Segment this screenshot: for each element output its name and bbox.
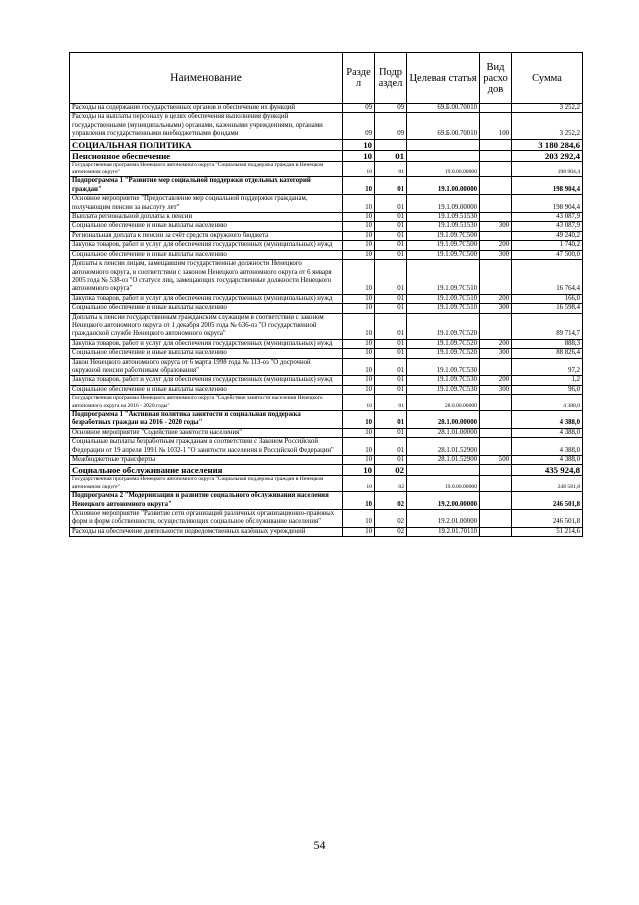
- table-row: [70, 349, 583, 358]
- row-amount-cell: 51 214,6: [512, 527, 583, 536]
- table-row: [70, 113, 583, 139]
- row-subsection-cell: 01: [375, 438, 407, 456]
- table-row: [70, 260, 583, 295]
- table-row: [70, 213, 583, 222]
- row-subsection-cell: 01: [375, 456, 407, 465]
- row-section-cell: 10: [343, 492, 375, 510]
- row-amount-cell: 1,2: [512, 376, 583, 385]
- row-target-article-cell: 19.1.09.7С520: [407, 313, 480, 339]
- row-target-article-cell: 19.1.09.7С530: [407, 376, 480, 385]
- row-target-article-cell: 19.1.09.7С510: [407, 260, 480, 295]
- table-row: [70, 465, 583, 476]
- table-row: [70, 476, 583, 492]
- row-target-article-cell: 19.1.09.7С510: [407, 304, 480, 313]
- row-expense-type-cell: [480, 476, 512, 492]
- row-amount-cell: 198 904,4: [512, 161, 583, 177]
- row-subsection-cell: 01: [375, 411, 407, 429]
- row-section-cell: 10: [343, 510, 375, 528]
- table-header-row: [70, 53, 583, 104]
- table-row: [70, 250, 583, 259]
- row-target-article-cell: 19.1.09.7С520: [407, 349, 480, 358]
- row-section-cell: 10: [343, 150, 375, 161]
- row-amount-cell: 246 501,8: [512, 492, 583, 510]
- row-expense-type-cell: [480, 510, 512, 528]
- row-subsection-cell: 02: [375, 492, 407, 510]
- row-target-article-cell: 19.2.01.70110: [407, 527, 480, 536]
- row-subsection-cell: 01: [375, 260, 407, 295]
- table-row: [70, 358, 583, 376]
- row-name-cell: Закон Ненецкого автономного округа от 6 марта 1998 года № 113-оз "О досрочной окружной пенсии работникам образования": [70, 358, 343, 376]
- table-row: [70, 104, 583, 113]
- row-section-cell: 10: [343, 358, 375, 376]
- row-name-cell: Закупка товаров, работ и услуг для обеспечения государственных (муниципальных) нужд: [70, 294, 343, 303]
- row-name-cell: Расходы на выплаты персоналу в целях обеспечения выполнения функций государственными (муниципальными) органами, казенными учреждениями, органами управления государственными внебюджетными фондами: [70, 113, 343, 139]
- table-row: [70, 339, 583, 348]
- row-amount-cell: 3 252,2: [512, 104, 583, 113]
- row-name-cell: Социальное обеспечение и иные выплаты населению: [70, 304, 343, 313]
- row-expense-type-cell: 300: [480, 250, 512, 259]
- row-amount-cell: 3 180 284,6: [512, 139, 583, 150]
- row-section-cell: 10: [343, 376, 375, 385]
- row-subsection-cell: 02: [375, 510, 407, 528]
- row-section-cell: 09: [343, 104, 375, 113]
- row-subsection-cell: 01: [375, 161, 407, 177]
- row-name-cell: Социальное обеспечение и иные выплаты населению: [70, 385, 343, 394]
- row-name-cell: Подпрограмма 1 "Развитие мер социальной поддержки отдельных категорий граждан": [70, 177, 343, 195]
- row-expense-type-cell: 200: [480, 294, 512, 303]
- row-subsection-cell: 09: [375, 113, 407, 139]
- table-row: [70, 313, 583, 339]
- row-subsection-cell: 01: [375, 428, 407, 437]
- table-row: [70, 294, 583, 303]
- row-name-cell: Основное мероприятие "Содействие занятости населения": [70, 428, 343, 437]
- header-target-article: Целевая статья: [407, 53, 480, 104]
- row-amount-cell: 47 500,0: [512, 250, 583, 259]
- row-section-cell: 10: [343, 260, 375, 295]
- page-number: 54: [313, 838, 326, 852]
- row-target-article-cell: 19.1.09.7С500: [407, 250, 480, 259]
- row-subsection-cell: 02: [375, 465, 407, 476]
- row-section-cell: 10: [343, 213, 375, 222]
- row-amount-cell: 96,0: [512, 385, 583, 394]
- row-amount-cell: 198 904,4: [512, 195, 583, 213]
- row-name-cell: Государственная программа Ненецкого автономного округа "Социальная поддержка граждан в Ненецком автономном округе": [70, 476, 343, 492]
- row-subsection-cell: 01: [375, 385, 407, 394]
- row-section-cell: 10: [343, 139, 375, 150]
- row-name-cell: Социальное обеспечение и иные выплаты населению: [70, 349, 343, 358]
- row-expense-type-cell: 300: [480, 385, 512, 394]
- row-target-article-cell: 19.1.09.7С530: [407, 385, 480, 394]
- row-subsection-cell: 01: [375, 395, 407, 411]
- table-row: [70, 395, 583, 411]
- row-section-cell: 10: [343, 527, 375, 536]
- row-expense-type-cell: [480, 358, 512, 376]
- row-name-cell: Региональная доплата к пенсии за счёт средств окружного бюджета: [70, 231, 343, 240]
- row-subsection-cell: [375, 139, 407, 150]
- row-section-cell: 10: [343, 438, 375, 456]
- row-name-cell: СОЦИАЛЬНАЯ ПОЛИТИКА: [70, 139, 343, 150]
- row-section-cell: 10: [343, 456, 375, 465]
- row-amount-cell: 1 740,2: [512, 241, 583, 250]
- row-expense-type-cell: [480, 438, 512, 456]
- row-subsection-cell: 01: [375, 313, 407, 339]
- row-expense-type-cell: [480, 139, 512, 150]
- row-name-cell: Расходы на содержание государственных органов и обеспечение их функций: [70, 104, 343, 113]
- row-expense-type-cell: 100: [480, 113, 512, 139]
- budget-table: [69, 52, 583, 537]
- row-name-cell: Социальное обеспечение и иные выплаты населению: [70, 250, 343, 259]
- row-name-cell: Расходы на обеспечение деятельности подведомственных казённых учреждений: [70, 527, 343, 536]
- table-row: [70, 139, 583, 150]
- header-expense-type: Вид расхо дов: [480, 53, 512, 104]
- table-row: [70, 492, 583, 510]
- row-section-cell: 10: [343, 231, 375, 240]
- row-section-cell: 10: [343, 222, 375, 231]
- row-name-cell: Основное мероприятие "Предоставление мер социальной поддержки гражданам, получающим пенсии за выслугу лет": [70, 195, 343, 213]
- row-expense-type-cell: 200: [480, 339, 512, 348]
- row-subsection-cell: 01: [375, 339, 407, 348]
- row-expense-type-cell: 300: [480, 304, 512, 313]
- row-name-cell: Социальное обслуживание населения: [70, 465, 343, 476]
- row-section-cell: 10: [343, 428, 375, 437]
- row-name-cell: Закупка товаров, работ и услуг для обеспечения государственных (муниципальных) нужд: [70, 339, 343, 348]
- row-section-cell: 10: [343, 250, 375, 259]
- row-expense-type-cell: 300: [480, 222, 512, 231]
- row-target-article-cell: 28.0.00.00000: [407, 395, 480, 411]
- row-expense-type-cell: 500: [480, 456, 512, 465]
- row-amount-cell: 43 087,9: [512, 222, 583, 231]
- row-section-cell: 10: [343, 411, 375, 429]
- row-expense-type-cell: [480, 411, 512, 429]
- header-section: Разде л: [343, 53, 375, 104]
- row-subsection-cell: 01: [375, 222, 407, 231]
- table-row: [70, 428, 583, 437]
- row-expense-type-cell: [480, 213, 512, 222]
- table-row: [70, 231, 583, 240]
- row-expense-type-cell: 200: [480, 376, 512, 385]
- table-row: [70, 385, 583, 394]
- row-name-cell: Закупка товаров, работ и услуг для обеспечения государственных (муниципальных) нужд: [70, 376, 343, 385]
- row-subsection-cell: 02: [375, 476, 407, 492]
- row-name-cell: Доплаты к пенсии лицам, замещавшим государственные должности Ненецкого автономного округа, в соответствии с законом Ненецкого автономного округа от 6 января 2005 года № 538-оз "О статусе лиц, замещающих государственные должности Ненецкого автономного округа": [70, 260, 343, 295]
- row-expense-type-cell: [480, 231, 512, 240]
- row-target-article-cell: [407, 465, 480, 476]
- row-target-article-cell: 28.1.01.52900: [407, 438, 480, 456]
- row-expense-type-cell: [480, 195, 512, 213]
- row-section-cell: 10: [343, 304, 375, 313]
- row-target-article-cell: 19.1.09.7С510: [407, 294, 480, 303]
- row-subsection-cell: 01: [375, 304, 407, 313]
- table-row: [70, 510, 583, 528]
- table-row: [70, 161, 583, 177]
- row-target-article-cell: 19.1.09.7С530: [407, 358, 480, 376]
- row-section-cell: 10: [343, 395, 375, 411]
- row-name-cell: Доплаты к пенсии государственным гражданским служащим в соответствии с законом Ненецкого автономного округа от 1 декабря 2005 года № 636-оз "О государственной гражданской службе Ненецкого автономного округа": [70, 313, 343, 339]
- table-row: [70, 456, 583, 465]
- row-name-cell: Пенсионное обеспечение: [70, 150, 343, 161]
- row-section-cell: 10: [343, 161, 375, 177]
- budget-sheet: [69, 52, 582, 537]
- row-target-article-cell: 28.1.00.00000: [407, 411, 480, 429]
- row-subsection-cell: 01: [375, 195, 407, 213]
- row-amount-cell: 4 388,0: [512, 438, 583, 456]
- row-name-cell: Государственная программа Ненецкого автономного округа "Содействие занятости населения Ненецкого автономного округа на 2016 - 2020 годы": [70, 395, 343, 411]
- table-body: [70, 104, 583, 537]
- row-target-article-cell: 19.1.00.00000: [407, 177, 480, 195]
- row-amount-cell: 203 292,4: [512, 150, 583, 161]
- row-subsection-cell: 01: [375, 177, 407, 195]
- row-expense-type-cell: [480, 150, 512, 161]
- row-expense-type-cell: 300: [480, 349, 512, 358]
- row-subsection-cell: 01: [375, 213, 407, 222]
- row-subsection-cell: 01: [375, 349, 407, 358]
- row-target-article-cell: 19.0.00.00000: [407, 161, 480, 177]
- row-name-cell: Закупка товаров, работ и услуг для обеспечения государственных (муниципальных) нужд: [70, 241, 343, 250]
- row-target-article-cell: 19.1.09.7С500: [407, 231, 480, 240]
- table-row: [70, 376, 583, 385]
- row-amount-cell: 4 388,0: [512, 411, 583, 429]
- table-row: [70, 438, 583, 456]
- row-amount-cell: 3 252,2: [512, 113, 583, 139]
- row-amount-cell: 198 904,4: [512, 177, 583, 195]
- row-amount-cell: 97,2: [512, 358, 583, 376]
- row-target-article-cell: 28.1.01.52900: [407, 456, 480, 465]
- row-target-article-cell: 19.2.00.00000: [407, 492, 480, 510]
- row-amount-cell: 4 388,0: [512, 428, 583, 437]
- row-section-cell: 10: [343, 339, 375, 348]
- row-subsection-cell: 01: [375, 231, 407, 240]
- row-section-cell: 10: [343, 465, 375, 476]
- row-expense-type-cell: [480, 161, 512, 177]
- row-subsection-cell: 01: [375, 376, 407, 385]
- row-section-cell: 10: [343, 476, 375, 492]
- row-subsection-cell: 01: [375, 294, 407, 303]
- row-target-article-cell: 19.1.09.00000: [407, 195, 480, 213]
- header-amount: Сумма: [512, 53, 583, 104]
- row-expense-type-cell: [480, 313, 512, 339]
- row-expense-type-cell: [480, 395, 512, 411]
- row-target-article-cell: 69.Б.00.70010: [407, 104, 480, 113]
- row-amount-cell: 435 924,8: [512, 465, 583, 476]
- row-subsection-cell: 01: [375, 250, 407, 259]
- header-subsection: Подр аздел: [375, 53, 407, 104]
- row-amount-cell: 89 714,7: [512, 313, 583, 339]
- table-row: [70, 241, 583, 250]
- row-amount-cell: 246 501,8: [512, 510, 583, 528]
- row-name-cell: Выплата региональной доплаты к пенсии: [70, 213, 343, 222]
- table-row: [70, 222, 583, 231]
- row-expense-type-cell: [480, 527, 512, 536]
- row-target-article-cell: 19.0.00.00000: [407, 476, 480, 492]
- row-name-cell: Подпрограмма 2 "Модернизация и развитие социального обслуживания населения Ненецкого автономного округа": [70, 492, 343, 510]
- row-amount-cell: 4 388,0: [512, 395, 583, 411]
- row-target-article-cell: 19.1.09.7С520: [407, 339, 480, 348]
- row-subsection-cell: 01: [375, 150, 407, 161]
- row-target-article-cell: 19.1.09.51530: [407, 213, 480, 222]
- row-target-article-cell: 19.1.09.7С500: [407, 241, 480, 250]
- row-name-cell: Государственная программа Ненецкого автономного округа "Социальная поддержка граждан в Ненецком автономном округе": [70, 161, 343, 177]
- row-section-cell: 09: [343, 113, 375, 139]
- row-section-cell: 10: [343, 195, 375, 213]
- table-row: [70, 150, 583, 161]
- row-section-cell: 10: [343, 177, 375, 195]
- row-name-cell: Межбюджетные трансферты: [70, 456, 343, 465]
- row-target-article-cell: 19.2.01.00000: [407, 510, 480, 528]
- row-section-cell: 10: [343, 385, 375, 394]
- row-target-article-cell: [407, 139, 480, 150]
- row-amount-cell: 16 764,4: [512, 260, 583, 295]
- row-expense-type-cell: [480, 104, 512, 113]
- table-row: [70, 195, 583, 213]
- row-expense-type-cell: 200: [480, 241, 512, 250]
- row-name-cell: Социальное обеспечение и иные выплаты населению: [70, 222, 343, 231]
- row-name-cell: Социальные выплаты безработным гражданам в соответствии с Законом Российской Федерации от 19 апреля 1991 № 1032-1 "О занятости населения в Российской Федерации": [70, 438, 343, 456]
- row-subsection-cell: 02: [375, 527, 407, 536]
- row-name-cell: Подпрограмма 1 "Активная политика занятости и социальная поддержка безработных граждан на 2016 - 2020 годы": [70, 411, 343, 429]
- row-name-cell: Основное мероприятие "Развитие сети организаций различных организационно-правовых форм и форм собственности, осуществляющих социальное обслуживание населения": [70, 510, 343, 528]
- row-amount-cell: 49 240,2: [512, 231, 583, 240]
- row-expense-type-cell: [480, 260, 512, 295]
- row-amount-cell: 166,0: [512, 294, 583, 303]
- row-expense-type-cell: [480, 465, 512, 476]
- row-section-cell: 10: [343, 294, 375, 303]
- table-row: [70, 304, 583, 313]
- row-expense-type-cell: [480, 428, 512, 437]
- row-section-cell: 10: [343, 241, 375, 250]
- row-target-article-cell: [407, 150, 480, 161]
- row-section-cell: 10: [343, 313, 375, 339]
- table-row: [70, 527, 583, 536]
- row-section-cell: 10: [343, 349, 375, 358]
- table-row: [70, 411, 583, 429]
- row-target-article-cell: 69.Б.00.70010: [407, 113, 480, 139]
- header-name: Наименование: [70, 53, 343, 104]
- row-amount-cell: 888,3: [512, 339, 583, 348]
- row-amount-cell: 4 388,0: [512, 456, 583, 465]
- table-row: [70, 177, 583, 195]
- row-expense-type-cell: [480, 177, 512, 195]
- row-amount-cell: 43 087,9: [512, 213, 583, 222]
- row-subsection-cell: 01: [375, 241, 407, 250]
- row-subsection-cell: 01: [375, 358, 407, 376]
- row-subsection-cell: 09: [375, 104, 407, 113]
- row-expense-type-cell: [480, 492, 512, 510]
- row-target-article-cell: 28.1.01.00000: [407, 428, 480, 437]
- row-amount-cell: 16 598,4: [512, 304, 583, 313]
- row-amount-cell: 248 581,8: [512, 476, 583, 492]
- row-amount-cell: 88 826,4: [512, 349, 583, 358]
- row-target-article-cell: 19.1.09.51530: [407, 222, 480, 231]
